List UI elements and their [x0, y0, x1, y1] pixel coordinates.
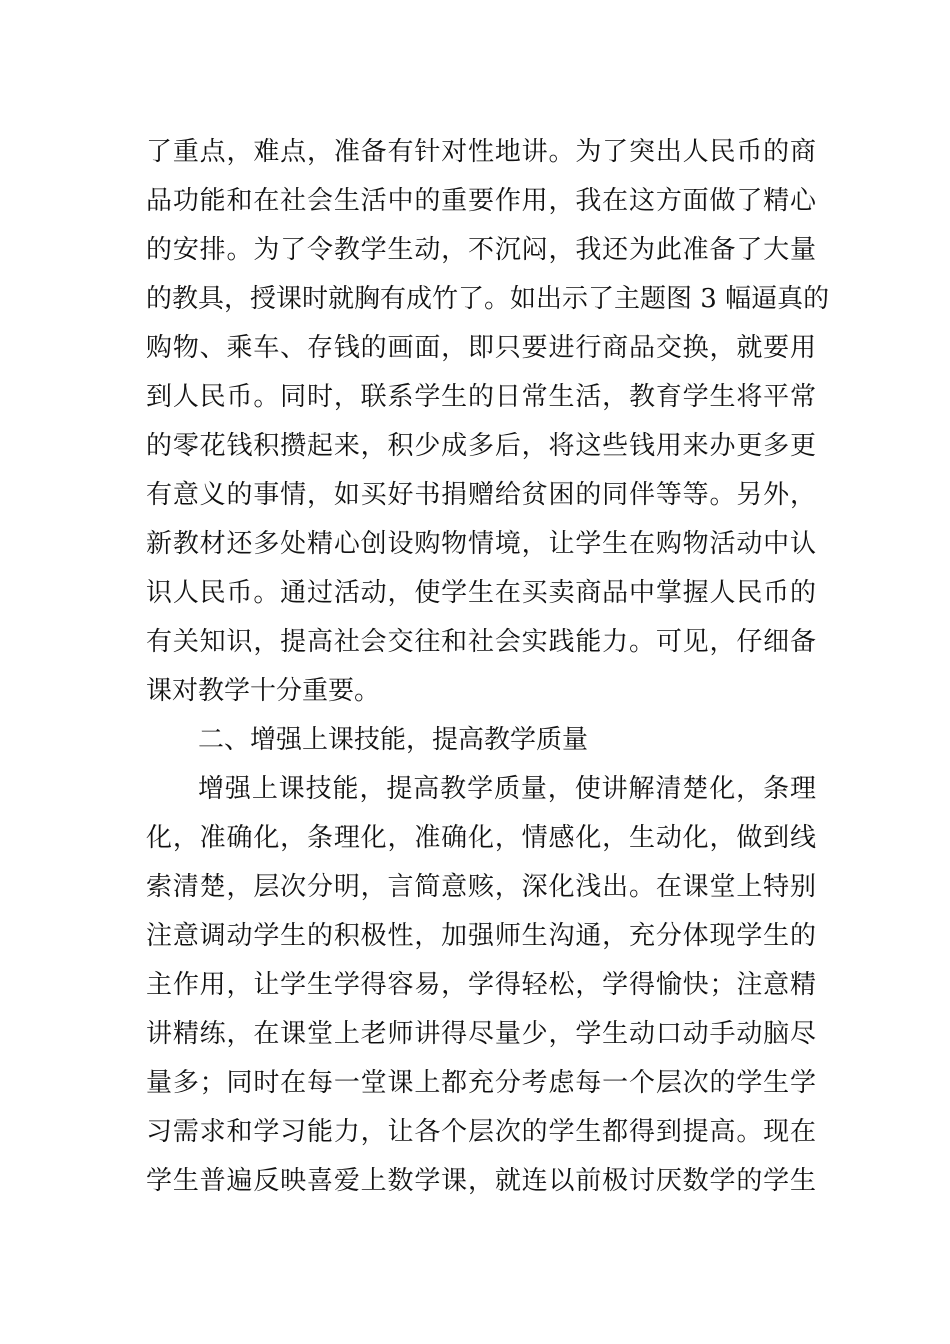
paragraph-1-line-6: 到人民币。同时，联系学生的日常生活，教育学生将平常	[146, 382, 816, 412]
paragraph-2-line-8: 习需求和学习能力，让各个层次的学生都得到提高。现在	[146, 1117, 816, 1147]
paragraph-2-line-2: 化，准确化，条理化，准确化，情感化，生动化，做到线	[146, 823, 816, 853]
paragraph-2-line-9: 学生普遍反映喜爱上数学课，就连以前极讨厌数学的学生	[146, 1166, 816, 1196]
paragraph-1-line-11: 有关知识，提高社会交往和社会实践能力。可见，仔细备	[146, 627, 816, 657]
paragraph-1-line-3: 的安排。为了令教学生动，不沉闷，我还为此准备了大量	[146, 235, 816, 265]
paragraph-1-line-8: 有意义的事情，如买好书捐赠给贫困的同伴等等。另外，	[146, 480, 816, 510]
paragraph-1-line-5: 购物、乘车、存钱的画面，即只要进行商品交换，就要用	[146, 333, 816, 363]
document-body	[146, 128, 830, 1206]
paragraph-1-line-10: 识人民币。通过活动，使学生在买卖商品中掌握人民币的	[146, 578, 816, 608]
paragraph-2-line-1: 增强上课技能，提高教学质量，使讲解清楚化，条理	[198, 774, 816, 804]
paragraph-1-line-4: 的教具，授课时就胸有成竹了。如出示了主题图 3 幅逼真的	[146, 284, 830, 314]
section-heading: 二、增强上课技能，提高教学质量	[198, 725, 589, 755]
paragraph-2-line-5: 主作用，让学生学得容易，学得轻松，学得愉快；注意精	[146, 970, 816, 1000]
paragraph-1-line-9: 新教材还多处精心创设购物情境，让学生在购物活动中认	[146, 529, 816, 559]
paragraph-2-line-3: 索清楚，层次分明，言简意赅，深化浅出。在课堂上特别	[146, 872, 816, 902]
paragraph-2-line-6: 讲精练，在课堂上老师讲得尽量少，学生动口动手动脑尽	[146, 1019, 816, 1049]
paragraph-1-line-1: 了重点，难点，准备有针对性地讲。为了突出人民币的商	[146, 137, 816, 167]
paragraph-1-line-2: 品功能和在社会生活中的重要作用，我在这方面做了精心	[146, 186, 816, 216]
paragraph-2-line-4: 注意调动学生的积极性，加强师生沟通，充分体现学生的	[146, 921, 816, 951]
paragraph-1-line-7: 的零花钱积攒起来，积少成多后，将这些钱用来办更多更	[146, 431, 816, 461]
paragraph-2-line-7: 量多；同时在每一堂课上都充分考虑每一个层次的学生学	[146, 1068, 816, 1098]
paragraph-1-line-12: 课对教学十分重要。	[146, 676, 381, 706]
